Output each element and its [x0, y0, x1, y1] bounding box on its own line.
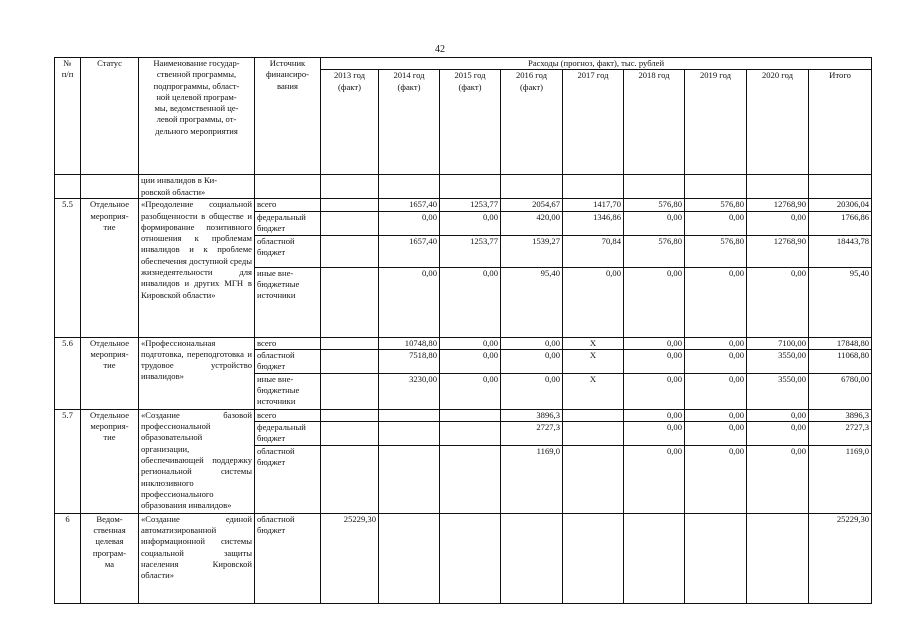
row-total-value: 18443,78	[809, 235, 872, 267]
header-total: Итого	[809, 70, 872, 175]
row-year-value: 0,00	[379, 267, 440, 337]
row-year-value: 0,00	[624, 267, 685, 337]
row-year-value	[440, 445, 501, 513]
row-year-value: 1169,0	[501, 445, 563, 513]
row-year-value: 7518,80	[379, 349, 440, 373]
row-number: 6	[55, 513, 81, 603]
row-year-value: 0,00	[440, 373, 501, 409]
row-year-value: 1539,27	[501, 235, 563, 267]
row-year-value: 0,00	[624, 445, 685, 513]
row-year-value: Х	[563, 349, 624, 373]
row-source: областной бюджет	[255, 513, 321, 603]
row-year-value	[563, 513, 624, 603]
row-year-value	[440, 409, 501, 421]
header-year-2018: 2018 год	[624, 70, 685, 175]
row-year-value	[563, 422, 624, 446]
row-year-value: 0,00	[747, 409, 809, 421]
row-name: «Создание базовой профессиональной образовательной организации, обеспечивающей поддержку региональной системы инклюзивного профессионального образования инвалидов»	[139, 409, 255, 513]
row-year-value: 1657,40	[379, 199, 440, 211]
table-row	[55, 409, 872, 421]
header-source: Источник финансиро- вания	[255, 58, 321, 175]
row-year-value: 3550,00	[747, 349, 809, 373]
row-year-value	[321, 373, 379, 409]
row-year-value: 0,00	[501, 373, 563, 409]
row-year-value: 0,00	[501, 349, 563, 373]
header-name: Наименование государ- ственной программы, подпрограммы, област- ной целевой програм- мы, ведомственной це- левой программы, от- дельного мероприятия	[139, 58, 255, 175]
row-year-value: 0,00	[685, 267, 747, 337]
row-year-value: 576,80	[685, 235, 747, 267]
row-year-value: 1417,70	[563, 199, 624, 211]
row-year-value: 0,00	[440, 349, 501, 373]
row-total-value: 2727,3	[809, 422, 872, 446]
row-year-value: 420,00	[501, 211, 563, 235]
row-source: федеральный бюджет	[255, 422, 321, 446]
row-year-value: 0,00	[624, 373, 685, 409]
row-year-value: 3550,00	[747, 373, 809, 409]
row-year-value: 0,00	[747, 445, 809, 513]
header-num: № п/п	[55, 58, 81, 175]
row-year-value	[321, 235, 379, 267]
row-year-value	[440, 513, 501, 603]
row-year-value	[563, 445, 624, 513]
row-year-value: 0,00	[685, 349, 747, 373]
row-year-value	[379, 422, 440, 446]
header-year-2017: 2017 год	[563, 70, 624, 175]
row-year-value: 7100,00	[747, 337, 809, 349]
row-year-value: 1253,77	[440, 199, 501, 211]
row-source: иные вне- бюджетные источники	[255, 373, 321, 409]
header-year-2014: 2014 год (факт)	[379, 70, 440, 175]
row-number: 5.6	[55, 337, 81, 409]
row-year-value: 576,80	[624, 199, 685, 211]
row-source: всего	[255, 337, 321, 349]
row-source: областной бюджет	[255, 445, 321, 513]
row-year-value: 70,84	[563, 235, 624, 267]
row-year-value: 0,00	[685, 337, 747, 349]
row-year-value: 0,00	[624, 349, 685, 373]
row-year-value: Х	[563, 373, 624, 409]
row-year-value: 0,00	[685, 211, 747, 235]
row-year-value: 0,00	[624, 211, 685, 235]
row-year-value	[321, 199, 379, 211]
header-year-2020: 2020 год	[747, 70, 809, 175]
row-year-value: 0,00	[685, 409, 747, 421]
row-year-value	[321, 211, 379, 235]
row-source: федеральный бюджет	[255, 211, 321, 235]
page-number: 42	[435, 44, 445, 55]
row-year-value: 1253,77	[440, 235, 501, 267]
row-year-value: 576,80	[685, 199, 747, 211]
row-year-value: 3230,00	[379, 373, 440, 409]
row-year-value	[321, 337, 379, 349]
row-year-value: 95,40	[501, 267, 563, 337]
row-year-value: 0,00	[624, 422, 685, 446]
row-year-value: 0,00	[747, 267, 809, 337]
row-total-value: 3896,3	[809, 409, 872, 421]
row-year-value	[321, 349, 379, 373]
row-year-value	[321, 422, 379, 446]
row-year-value: 0,00	[440, 337, 501, 349]
row-year-value	[563, 409, 624, 421]
continuation-source	[255, 175, 321, 199]
row-year-value	[321, 445, 379, 513]
table-row	[55, 513, 872, 603]
row-year-value: 576,80	[624, 235, 685, 267]
row-year-value: 2054,67	[501, 199, 563, 211]
row-year-value: 25229,30	[321, 513, 379, 603]
row-year-value: 10748,80	[379, 337, 440, 349]
row-status: Отдельное мероприя- тие	[81, 337, 139, 409]
continuation-status	[81, 175, 139, 199]
header-year-2019: 2019 год	[685, 70, 747, 175]
header-year-2013: 2013 год (факт)	[321, 70, 379, 175]
row-source: областной бюджет	[255, 235, 321, 267]
table-row	[55, 337, 872, 349]
row-year-value	[379, 513, 440, 603]
row-year-value: 0,00	[624, 409, 685, 421]
row-year-value: 1657,40	[379, 235, 440, 267]
row-year-value: 1346,86	[563, 211, 624, 235]
row-source: всего	[255, 199, 321, 211]
row-year-value: 0,00	[440, 211, 501, 235]
row-year-value: Х	[563, 337, 624, 349]
row-year-value: 0,00	[563, 267, 624, 337]
table-row	[55, 199, 872, 211]
header-expenses: Расходы (прогноз, факт), тыс. рублей	[321, 58, 872, 70]
row-total-value: 25229,30	[809, 513, 872, 603]
row-total-value: 6780,00	[809, 373, 872, 409]
row-year-value	[685, 513, 747, 603]
row-total-value: 1169,0	[809, 445, 872, 513]
row-year-value	[624, 513, 685, 603]
row-year-value: 0,00	[440, 267, 501, 337]
row-year-value: 12768,90	[747, 235, 809, 267]
row-year-value: 0,00	[685, 445, 747, 513]
row-year-value: 3896,3	[501, 409, 563, 421]
row-year-value	[321, 409, 379, 421]
row-year-value	[440, 422, 501, 446]
row-source: областной бюджет	[255, 349, 321, 373]
row-year-value: 0,00	[747, 211, 809, 235]
row-year-value: 0,00	[379, 211, 440, 235]
budget-table	[54, 57, 872, 604]
row-number: 5.5	[55, 199, 81, 337]
row-year-value: 12768,90	[747, 199, 809, 211]
row-year-value: 0,00	[624, 337, 685, 349]
header-year-2016: 2016 год (факт)	[501, 70, 563, 175]
header-year-2015: 2015 год (факт)	[440, 70, 501, 175]
continuation-row	[55, 175, 872, 199]
row-year-value: 0,00	[685, 422, 747, 446]
row-year-value: 0,00	[747, 422, 809, 446]
row-total-value: 11068,80	[809, 349, 872, 373]
row-year-value	[321, 267, 379, 337]
table-body	[55, 58, 872, 604]
row-name: «Профессиональная подготовка, переподготовка и трудовое устройство инвалидов»	[139, 337, 255, 409]
row-status: Отдельное мероприя- тие	[81, 199, 139, 337]
header-status: Статус	[81, 58, 139, 175]
row-year-value: 2727,3	[501, 422, 563, 446]
row-source: всего	[255, 409, 321, 421]
row-number: 5.7	[55, 409, 81, 513]
header-row-1	[55, 58, 872, 70]
continuation-name: ции инвалидов в Ки- ровской области»	[139, 175, 255, 199]
row-total-value: 95,40	[809, 267, 872, 337]
row-source: иные вне- бюджетные источники	[255, 267, 321, 337]
row-name: «Преодоление социальной разобщенности в обществе и формирование позитивного отношения к проблемам инвалидов и к проблеме обеспечения доступной среды жизнедеятельности для инвалидов и других МГН в Кировской области»	[139, 199, 255, 337]
continuation-num	[55, 175, 81, 199]
row-total-value: 17848,80	[809, 337, 872, 349]
row-total-value: 20306,04	[809, 199, 872, 211]
row-year-value: 0,00	[501, 337, 563, 349]
row-year-value	[379, 445, 440, 513]
row-year-value	[747, 513, 809, 603]
row-year-value	[379, 409, 440, 421]
row-year-value	[501, 513, 563, 603]
row-year-value: 0,00	[685, 373, 747, 409]
row-name: «Создание единой автоматизированной информационной системы социальной защиты населения Кировской области»	[139, 513, 255, 603]
row-total-value: 1766,86	[809, 211, 872, 235]
row-status: Ведом- ственная целевая програм- ма	[81, 513, 139, 603]
row-status: Отдельное мероприя- тие	[81, 409, 139, 513]
